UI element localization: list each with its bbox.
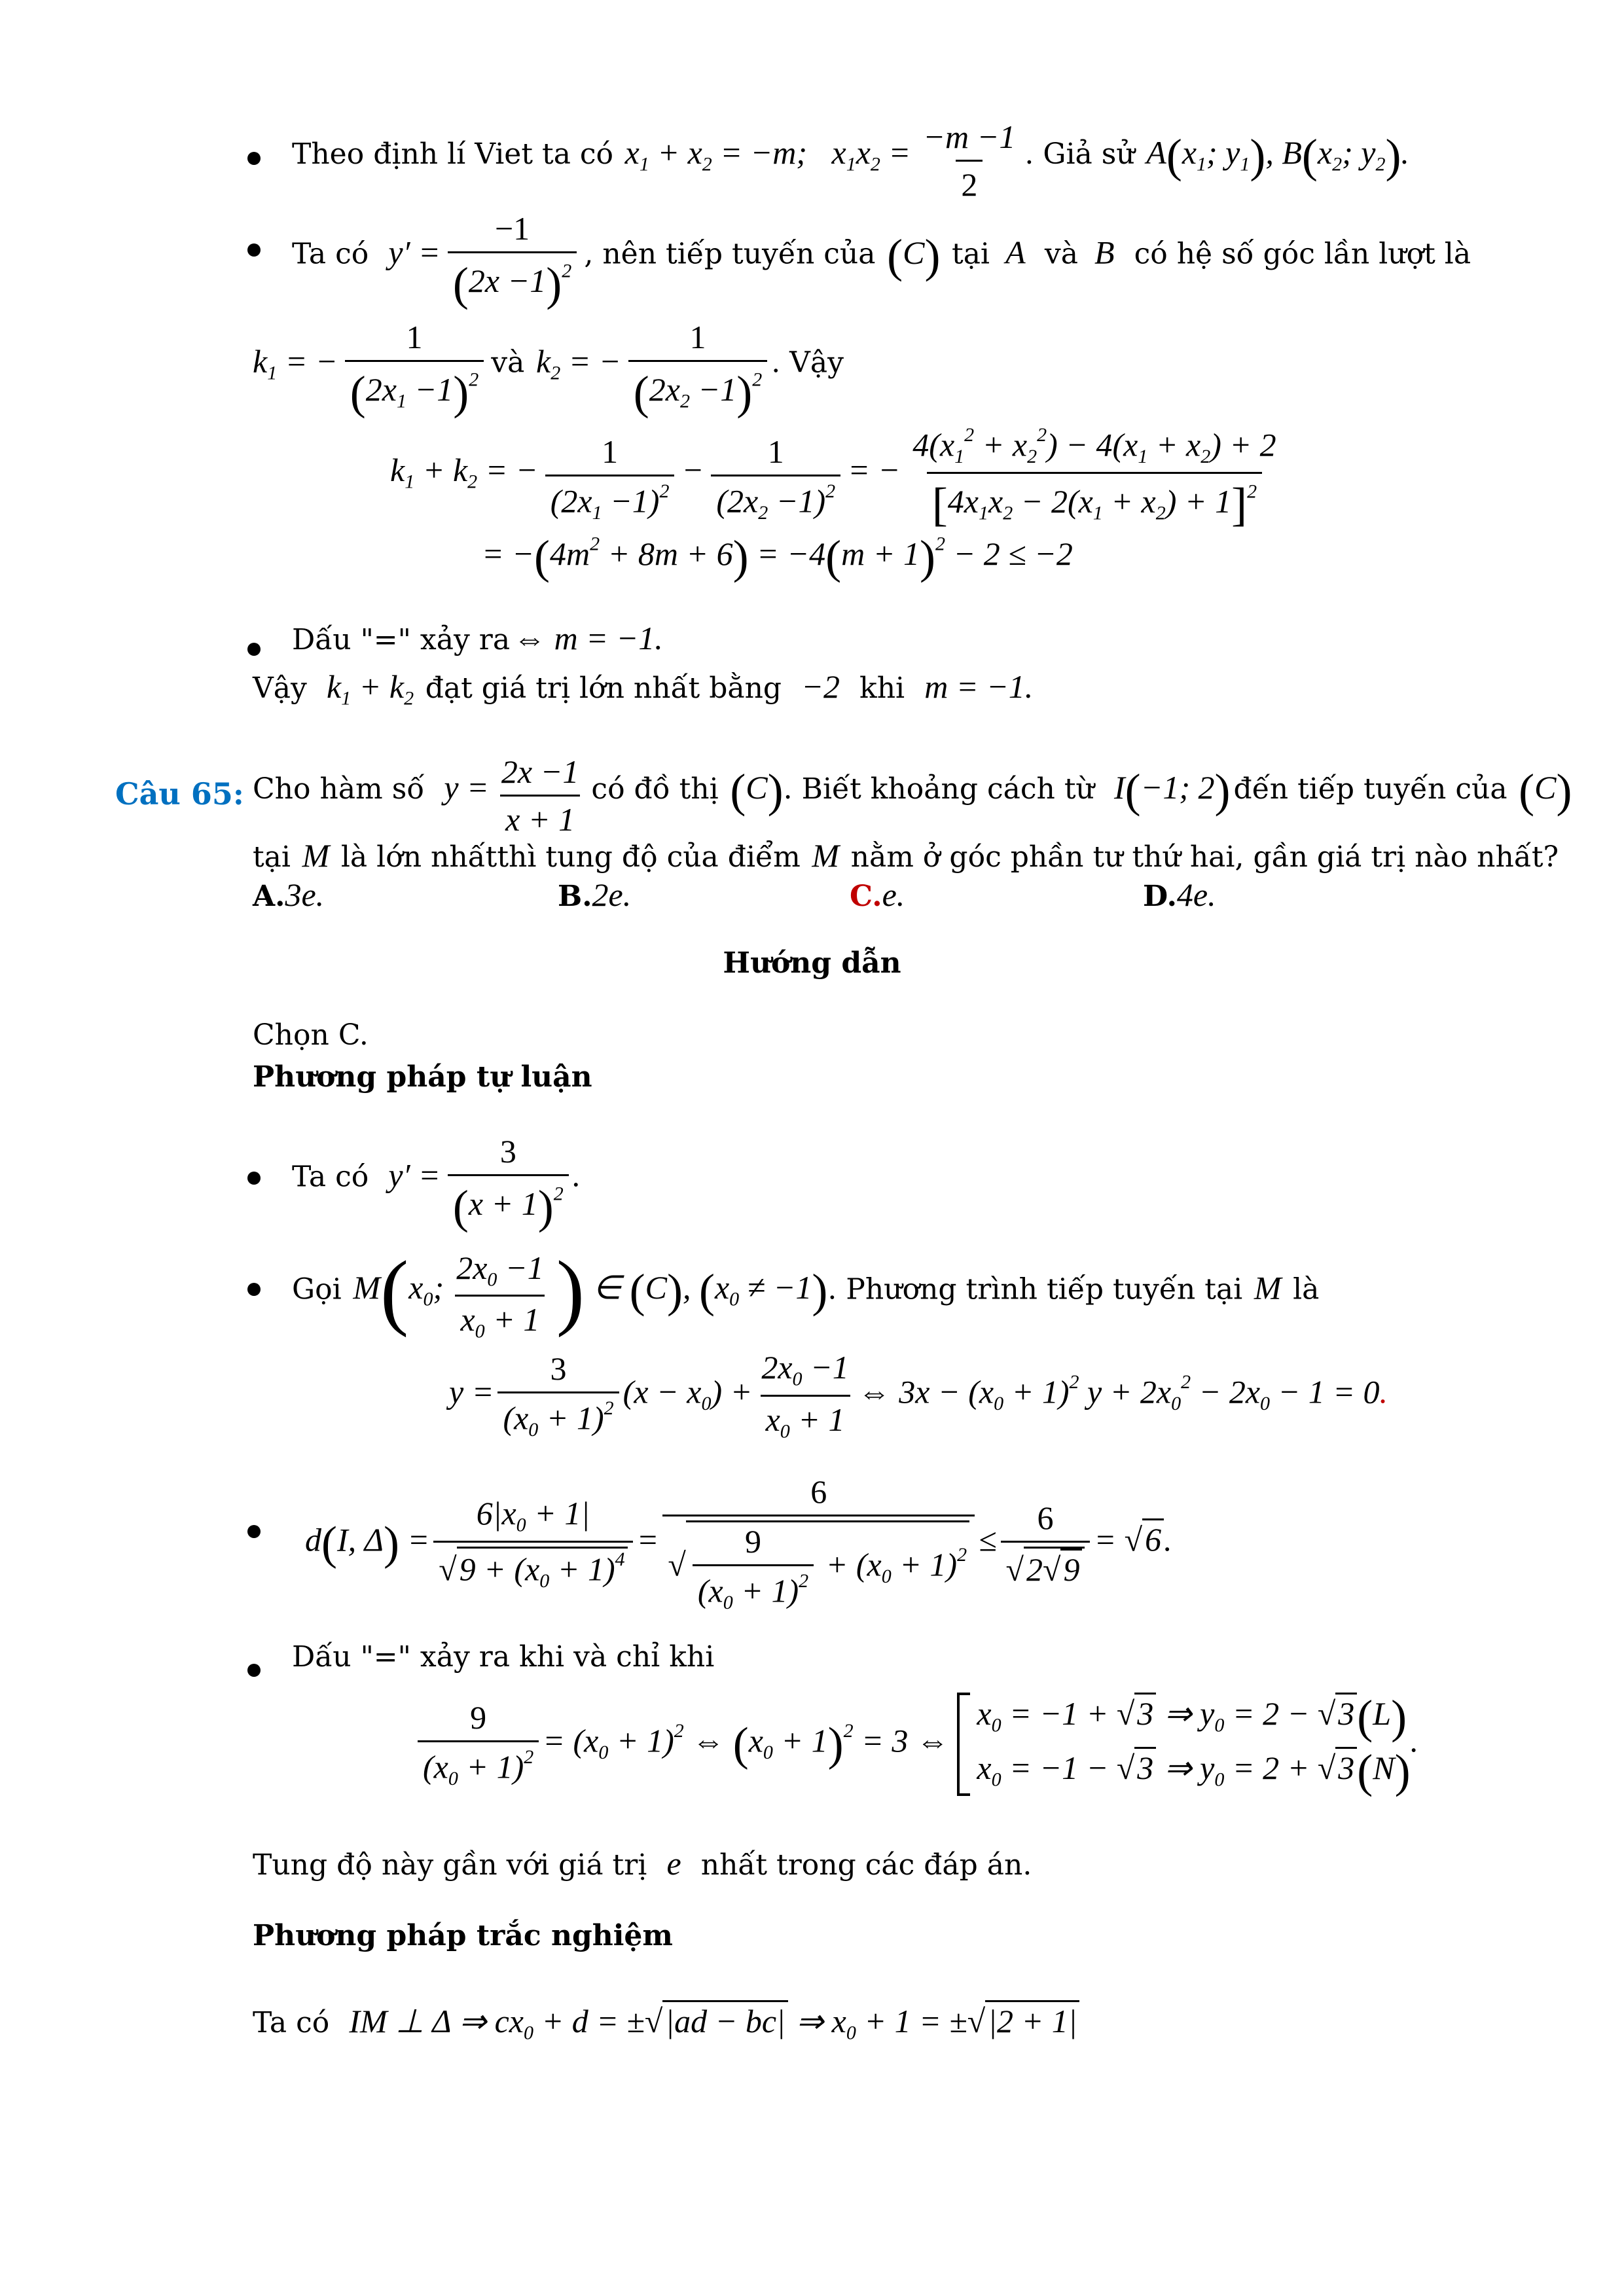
bullet xyxy=(247,1664,261,1677)
derivative-line: Ta có y′ = $\frac{-1}{(2x -1)^2}$ , nên tiếp tuyến của (C) tại A và B có hệ số góc lần lượt là xyxy=(292,210,1471,310)
bullet xyxy=(247,243,261,257)
bullet xyxy=(247,152,261,165)
equality-solve: $\frac{9}{(x_0 + 1)^2}$ = $(x_0 + 1)^2$ ⇔ $(x_0 + 1)^2 = 3$ ⇔ $x_0 = -1 + √3$ ⇒ $y_0 = 2 - √3(L)$ $x_0 = -1 - √3$ ⇒ $y_0 = 2 + √3(N)$ . xyxy=(414,1690,1418,1799)
k-line: $k_1$ = − $\frac{1}{(2x_1 -1)^2}$ và $k_2$ = − $\frac{1}{(2x_2 -1)^2}$ . Vậy xyxy=(253,319,844,419)
method-essay-heading: Phương pháp tự luận xyxy=(253,1060,592,1094)
distance-formula: d(I, Δ) = $\frac{6|x_0 + 1|}{√9 + (x_0 + 1)^4}$ = 6 √ $\frac{9}{(x_0 + 1)^2}$ + $(x_0 + 1)^2$ ≤ $\frac{6}{√2√9}$ = √6. xyxy=(305,1473,1172,1613)
option-b[interactable]: B.2e. xyxy=(558,876,632,913)
point-m-line: Gọi $M(x_0$; $\frac{2x_0 -1}{x_0 + 1}$ ) ∈ (C), $(x_0 \ne -1)$. Phương trình tiếp tuyến tại M là xyxy=(292,1244,1320,1342)
conclusion-line: Vậy $k_1 + k_2$ đạt giá trị lớn nhất bằng −2 khi m = −1. xyxy=(253,668,1034,709)
tung-do-line: Tung độ này gần với giá trị e nhất trong các đáp án. xyxy=(253,1845,1032,1882)
solution-choice: Chọn C. xyxy=(253,1018,369,1052)
question-line-1: Cho hàm số y = $\frac{2x -1}{x + 1}$ có đồ thị (C). Biết khoảng cách từ I(−1; 2) đến tiếp tuyến của (C) xyxy=(253,753,1572,838)
last-line: Ta có IM ⊥ Δ ⇒ $cx_0 + d = \pm√|ad - bc|$ ⇒ $x_0 + 1 = \pm√|2 + 1|$ xyxy=(253,2000,1079,2045)
tangent-equation: y = $\frac{3}{(x_0 + 1)^2}$ $(x - x_0)$ + $\frac{2x_0 -1}{x_0 + 1}$ ⇔ $3x - (x_0 + 1)^2$ $y + 2x_0^2 - 2x_0 - 1 = 0$. xyxy=(449,1349,1388,1442)
bullet xyxy=(247,643,261,656)
solution-derivative: Ta có y′ = $\frac{3}{(x + 1)^2}$ . xyxy=(292,1133,581,1233)
sum-simplify: = $-(4m^2 + 8m + 6) = -4(m + 1)^2 - 2 \le -2$ xyxy=(482,531,1073,583)
viet-line: Theo định lí Viet ta có $x_1 + x_2 = -m$; $x_1x_2$ = $\frac{-m -1}{2}$ . Giả sử $A(x_1$; $y_1$), $B(x_2$; $y_2$). xyxy=(292,118,1409,203)
sum-formula: $k_1 + k_2$ = − $\frac{1}{(2x_1 -1)^2}$ − $\frac{1}{(2x_2 -1)^2}$ = − $\frac{4(x_1^2 + x_2^2) - 4(x_1 + x_2) + 2}{[4x_1x_2 - 2(x_1 + x_2) + 1]^2}$ xyxy=(390,424,1276,531)
question-label: Câu 65: xyxy=(115,776,244,812)
option-a[interactable]: A.3e. xyxy=(253,876,325,913)
solution-heading: Hướng dẫn xyxy=(723,946,901,980)
equality-condition: Dấu "=" xảy ra khi và chỉ khi xyxy=(292,1640,715,1674)
bullet xyxy=(247,1172,261,1185)
equality-line: Dấu "=" xảy ra ⇔ m = −1. xyxy=(292,620,663,656)
option-c[interactable]: C.e. xyxy=(850,876,905,913)
bullet xyxy=(247,1283,261,1296)
bullet xyxy=(247,1525,261,1538)
method-quiz-heading: Phương pháp trắc nghiệm xyxy=(253,1919,673,1952)
question-line-2: tại M là lớn nhấtthì tung độ của điểm M nằm ở góc phần tư thứ hai, gần giá trị nào nhất? xyxy=(253,837,1559,874)
option-d[interactable]: D.4e. xyxy=(1143,876,1216,913)
